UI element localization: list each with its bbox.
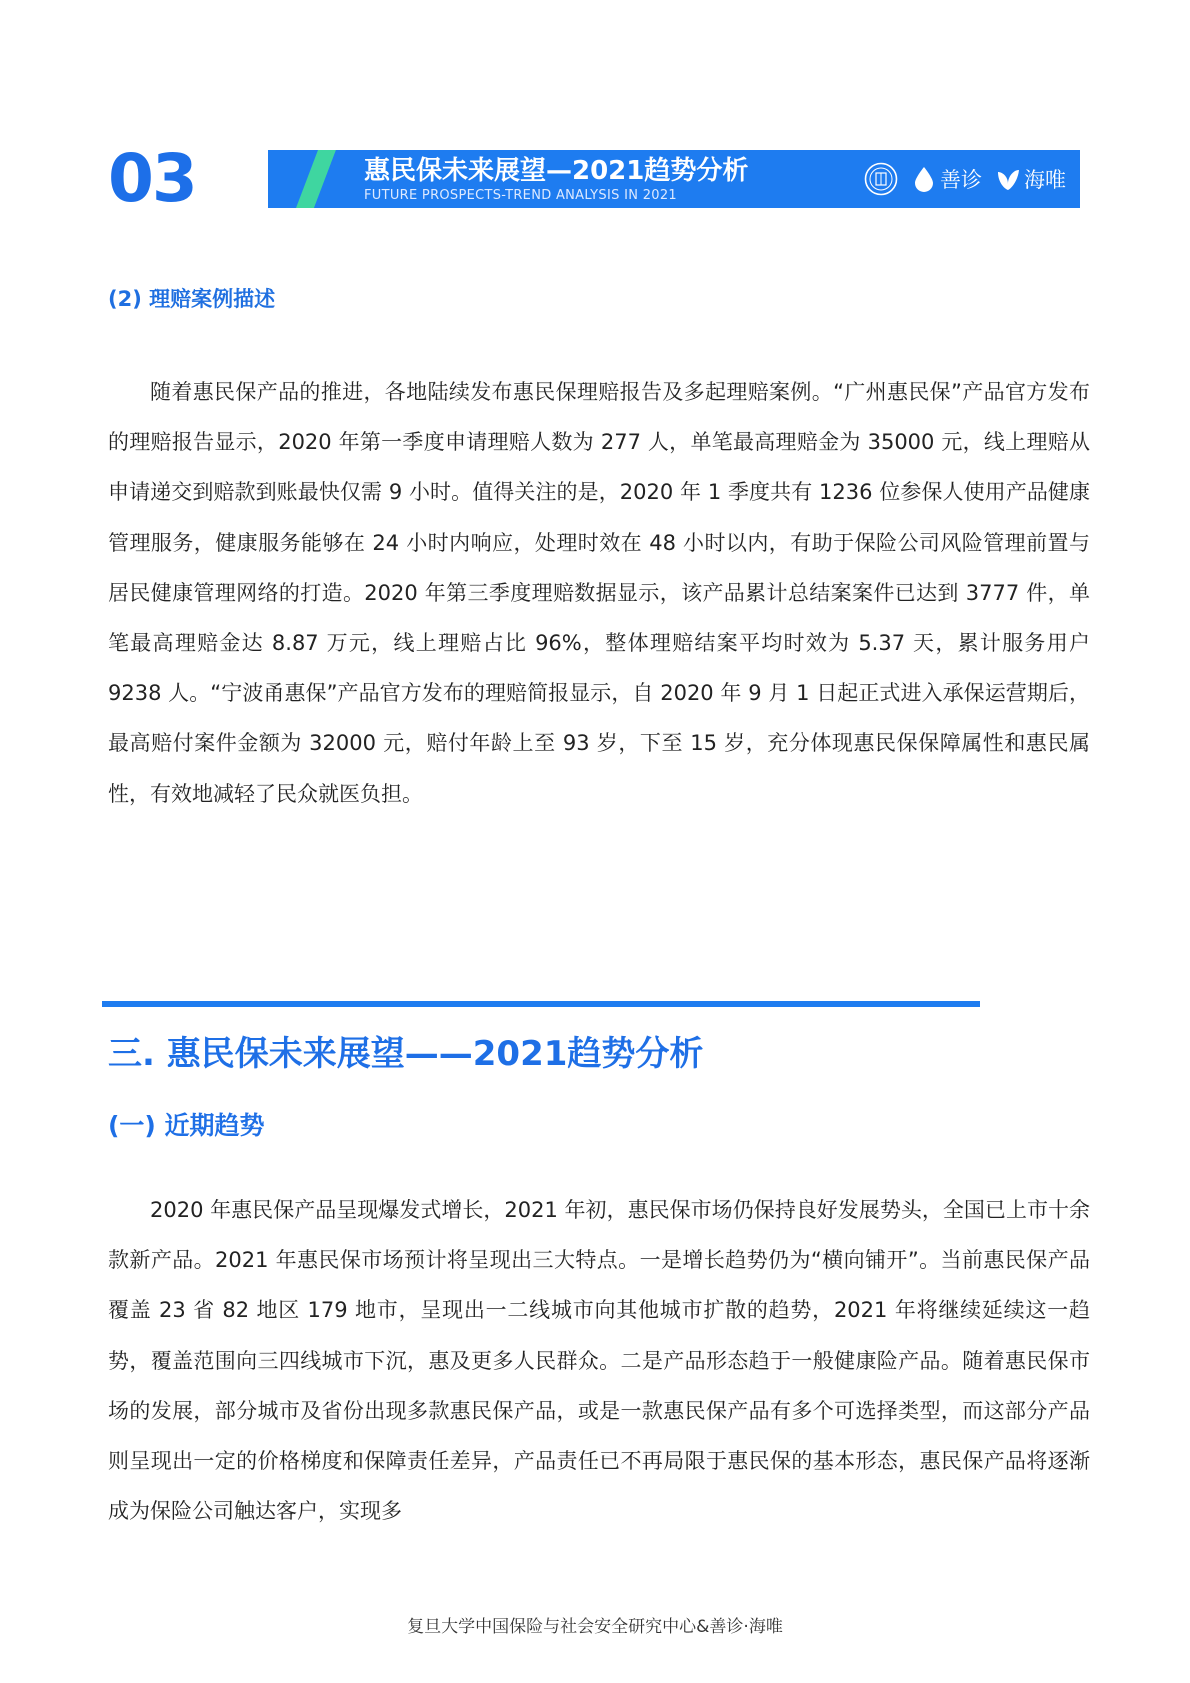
header-title: 惠民保未来展望—2021趋势分析 (364, 156, 749, 186)
shanzhen-logo (912, 164, 982, 194)
section-divider (102, 1001, 980, 1007)
claims-paragraph-block (108, 367, 1090, 819)
haiwei-label: 海唯 (1024, 168, 1066, 192)
recent-trends-heading: (一) 近期趋势 (108, 1111, 265, 1140)
page-header (108, 140, 1080, 217)
trends-paragraph: 2020 年惠民保产品呈现爆发式增长，2021 年初，惠民保市场仍保持良好发展势头，全国已上市十余款新产品。2021 年惠民保市场预计将呈现出三大特点。一是增长趋势仍为“横向铺开”。当前惠民保产品覆盖 23 省 82 地区 179 地市，呈现出一二线城市向其他城市扩散的趋势，2021 年将继续延续这一趋势，覆盖范围向三四线城市下沉，惠及更多人民群众。二是产品形态趋于一般健康险产品。随着惠民保市场的发展，部分城市及省份出现多款惠民保产品，或是一款惠民保产品有多个可选择类型，而这部分产品则呈现出一定的价格梯度和保障责任差异，产品责任已不再局限于惠民保的基本形态，惠民保产品将逐渐成为保险公司触达客户，实现多 (108, 1198, 1090, 1524)
section-three-title: 三. 惠民保未来展望——2021趋势分析 (108, 1034, 704, 1074)
claims-heading: (2) 理赔案例描述 (108, 287, 276, 311)
shanzhen-label: 善诊 (940, 168, 982, 192)
page-footer: 复旦大学中国保险与社会安全研究中心&善诊·海唯 (407, 1617, 783, 1637)
claims-paragraph: 随着惠民保产品的推进，各地陆续发布惠民保理赔报告及多起理赔案例。“广州惠民保”产品官方发布的理赔报告显示，2020 年第一季度申请理赔人数为 277 人，单笔最高理赔金为 35000 元，线上理赔从申请递交到赔款到账最快仅需 9 小时。值得关注的是，2020 年 1 季度共有 1236 位参保人使用产品健康管理服务，健康服务能够在 24 小时内响应，处理时效在 48 小时以内，有助于保险公司风险管理前置与居民健康管理网络的打造。2020 年第三季度理赔数据显示，该产品累计总结案案件已达到 3777 件，单笔最高理赔金达 8.87 万元，线上理赔占比 96%，整体理赔结案平均时效为 5.37 天，累计服务用户 9238 人。“宁波甬惠保”产品官方发布的理赔简报显示，自 2020 年 9 月 1 日起正式进入承保运营期后，最高赔付案件金额为 32000 元，赔付年龄上至 93 岁，下至 15 岁，充分体现惠民保保障属性和惠民属性，有效地减轻了民众就医负担。 (108, 380, 1091, 806)
university-seal-icon (864, 162, 898, 196)
accent-stripe (296, 150, 336, 208)
header-subtitle: FUTURE PROSPECTS-TREND ANALYSIS IN 2021 (364, 188, 677, 203)
haiwei-logo (996, 164, 1066, 194)
trends-paragraph-block (108, 1185, 1090, 1536)
leaf-icon (996, 166, 1020, 192)
partner-logos (864, 161, 1066, 197)
chapter-number: 03 (108, 140, 196, 217)
drop-icon (912, 166, 936, 192)
